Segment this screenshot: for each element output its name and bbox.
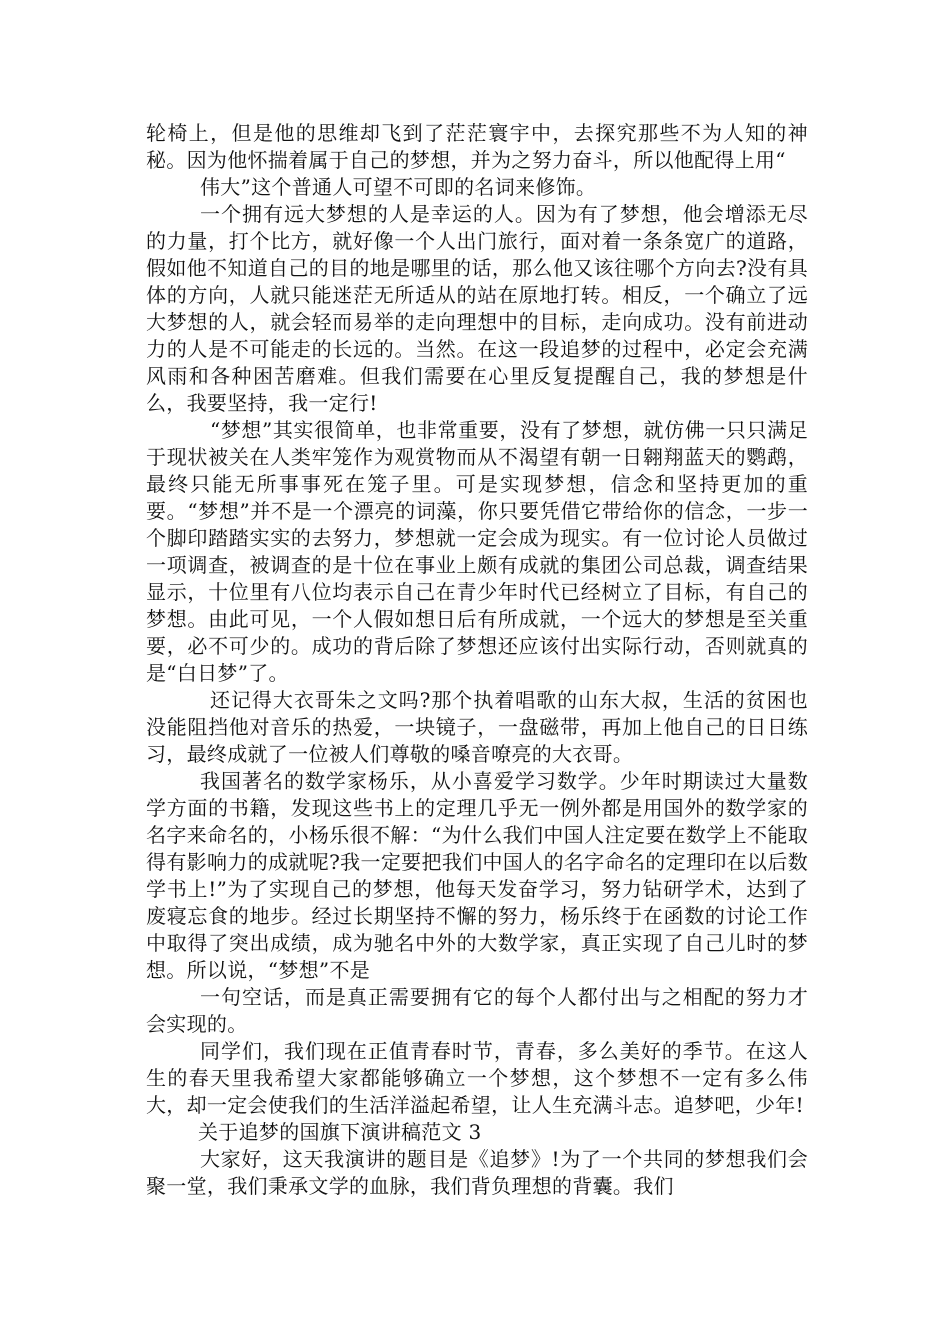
paragraph-continuation-end: 伟大”这个普通人可望不可即的名词来修饰。 [200,175,597,199]
paragraph-yang-le-end: 一句空话，而是真正需要拥有它的每个人都付出与之相配的努力才会实现的。 [146,985,808,1036]
section-heading: 关于追梦的国旗下演讲稿范文 3 [198,1120,482,1144]
paragraph-continuation: 轮椅上，但是他的思维却飞到了茫茫寰宇中，去探究那些不为人知的神秘。因为他怀揣着属于自己的梦想，并为之努力奋斗，所以他配得上用“ [146,121,808,172]
paragraph-dream-simple: “梦想”其实很简单，也非常重要，没有了梦想，就仿佛一只只满足于现状被关在人类牢笼作为观赏物而从不渴望有朝一日翱翔蓝天的鹦鹉，最终只能无所事事死在笼子里。可是实现梦想，信念和坚持更加的重要。“梦想”并不是一个漂亮的词藻，你只要凭借它带给你的信念，一步一个脚印踏踏实实的去努力，梦想就一定会成为现实。有一位讨论人员做过一项调查，被调查的是十位在事业上颇有成就的集团公司总裁，调查结果显示，十位里有八位均表示自己在青少年时代已经树立了目标，有自己的梦想。由此可见，一个人假如想日后有所成就，一个远大的梦想是至关重要，必不可少的。成功的背后除了梦想还应该付出实际行动，否则就真的是“白日梦”了。 [146,418,808,685]
paragraph-speech-opening: 大家好，这天我演讲的题目是《追梦》!为了一个共同的梦想我们会聚一堂，我们秉承文学的血脉，我们背负理想的背囊。我们 [146,1147,808,1198]
document-page [146,120,808,1200]
paragraph-dayi-ge: 还记得大衣哥朱之文吗?那个执着唱歌的山东大叔，生活的贫困也没能阻挡他对音乐的热爱，一块镜子，一盘磁带，再加上他自己的日日练习，最终成就了一位被人们尊敬的嗓音嘹亮的大衣哥。 [146,688,808,766]
paragraph-yang-le: 我国著名的数学家杨乐，从小喜爱学习数学。少年时期读过大量数学方面的书籍，发现这些书上的定理几乎无一例外都是用国外的数学家的名字来命名的，小杨乐很不解：“为什么我们中国人注定要在数学上不能取得有影响力的成就呢?我一定要把我们中国人的名字命名的定理印在以后数学书上!”为了实现自己的梦想，他每天发奋学习，努力钻研学术，达到了废寝忘食的地步。经过长期坚持不懈的努力，杨乐终于在函数的讨论工作中取得了突出成绩，成为驰名中外的大数学家，真正实现了自己儿时的梦想。所以说，“梦想”不是 [146,769,808,982]
paragraph-dream-fortune: 一个拥有远大梦想的人是幸运的人。因为有了梦想，他会增添无尽的力量，打个比方，就好像一个人出门旅行，面对着一条条宽广的道路，假如他不知道自己的目的地是哪里的话，那么他又该往哪个方向去?没有具体的方向，人就只能迷茫无所适从的站在原地打转。相反，一个确立了远大梦想的人，就会轻而易举的走向理想中的目标，走向成功。没有前进动力的人是不可能走的长远的。当然。在这一段追梦的过程中，必定会充满风雨和各种困苦磨难。但我们需要在心里反复提醒自己，我的梦想是什么，我要坚持，我一定行! [146,202,808,415]
paragraph-youth: 同学们，我们现在正值青春时节，青春，多么美好的季节。在这人生的春天里我希望大家都能够确立一个梦想，这个梦想不一定有多么伟大，却一定会使我们的生活洋溢起希望，让人生充满斗志。追梦吧，少年! [146,1039,808,1117]
